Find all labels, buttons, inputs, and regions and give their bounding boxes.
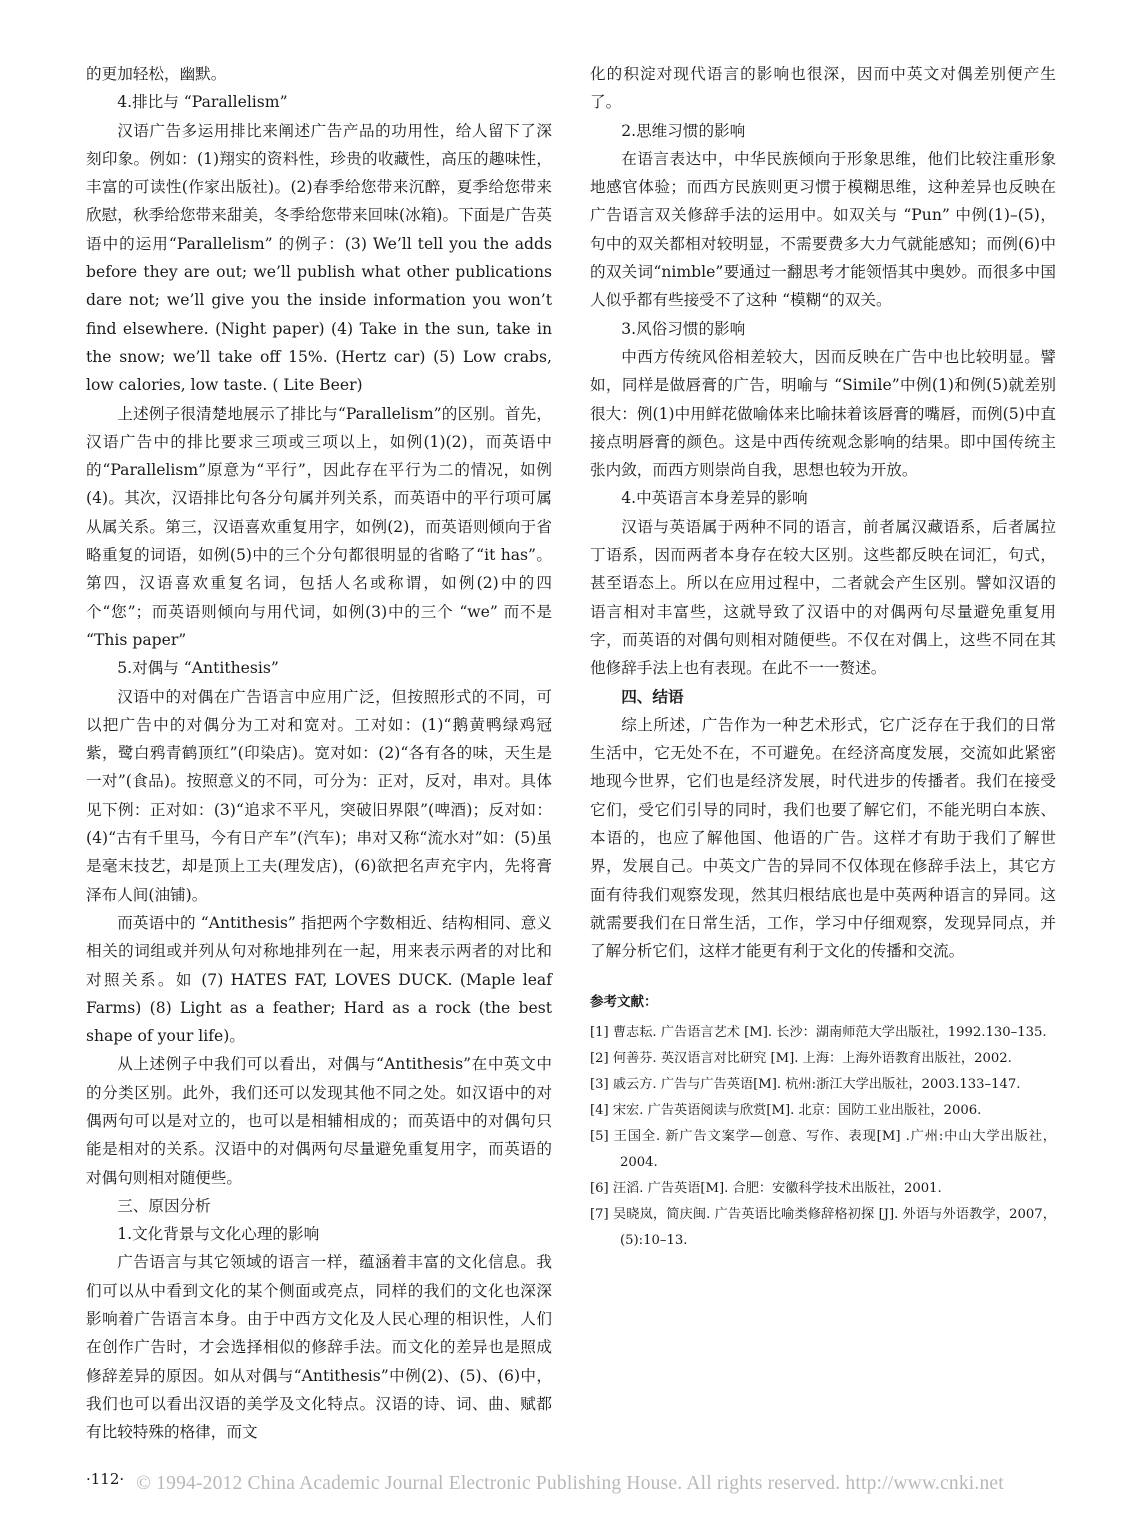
paragraph: 综上所述，广告作为一种艺术形式，它广泛存在于我们的日常生活中，它无处不在，不可避免。在经济高度发展，交流如此紧密地现今世界，它们也是经济发展，时代进步的传播者。我们在接受它们，受它们引导的同时，我们也要了解它们，不能光明白本族、本语的，也应了解他国、他语的广告。这样才有助于我们了解世界，发展自己。中英文广告的异同不仅体现在修辞手法上，其它方面有待我们观察发现，然其归根结底也是中英两种语言的异同。这就需要我们在日常生活，工作，学习中仔细观察，发现异同点，并了解分析它们，这样才能更有利于文化的传播和交流。 (590, 715, 1056, 961)
paragraph: 化的积淀对现代语言的影响也很深，因而中英文对偶差别便产生了。 (590, 65, 1056, 112)
section-heading: 4.中英语言本身差异的影响 (621, 489, 808, 508)
page-number: ·112· (86, 1470, 125, 1488)
reference-item: [4] 宋宏. 广告英语阅读与欣赏[M]. 北京：国防工业出版社，2006. (590, 1102, 982, 1118)
section-heading: 1.文化背景与文化心理的影响 (117, 1225, 320, 1244)
reference-item: [3] 戚云方. 广告与广告英语[M]. 杭州:浙江大学出版社，2003.133–147. (590, 1076, 1021, 1092)
section-heading: 4.排比与 “Parallelism” (117, 93, 288, 112)
paragraph: 从上述例子中我们可以看出，对偶与“Antithesis”在中英文中的分类区别。此外，我们还可以发现其他不同之处。如汉语中的对偶两句可以是对立的，也可以是相辅相成的；而英语中的对偶句只能是相对的关系。汉语中的对偶两句尽量避免重复用字，而英语的对偶句则相对随便些。 (86, 1055, 552, 1187)
right-column-body (590, 60, 1056, 966)
section-heading: 四、结语 (621, 686, 684, 706)
section-heading: 3.风俗习惯的影响 (621, 319, 746, 338)
reference-item: [6] 汪滔. 广告英语[M]. 合肥：安徽科学技术出版社，2001. (590, 1180, 942, 1196)
reference-item: [7] 吴晓岚，简庆闽. 广告英语比喻类修辞格初探 [J]. 外语与外语教学，2007，(5):10–13. (590, 1206, 1056, 1248)
paragraph: 广告语言与其它领域的语言一样，蕴涵着丰富的文化信息。我们可以从中看到文化的某个侧面或亮点，同样的我们的文化也深深影响着广告语言本身。由于中西方文化及人民心理的相识性，人们在创作广告时，才会选择相似的修辞手法。而文化的差异也是照成修辞差异的原因。如从对偶与“Antithesis”中例(2)、(5)、(6)中，我们也可以看出汉语的美学及文化特点。汉语的诗、词、曲、赋都有比较特殊的格律，而文 (86, 1253, 552, 1442)
right-column (590, 60, 1056, 1254)
left-column (86, 60, 552, 1447)
section-heading: 三、原因分析 (117, 1196, 211, 1215)
reference-item: [1] 曹志耘. 广告语言艺术 [M]. 长沙：湖南师范大学出版社，1992.130–135. (590, 1024, 1047, 1040)
paragraph: 中西方传统风俗相差较大，因而反映在广告中也比较明显。譬如，同样是做唇膏的广告，明喻与 “Simile”中例(1)和例(5)就差别很大：例(1)中用鲜花做喻体来比喻抹着该唇膏的嘴唇，而例(5)中直接点明唇膏的颜色。这是中西传统观念影响的结果。即中国传统主张内敛，而西方则崇尚自我，思想也较为开放。 (590, 347, 1056, 480)
paragraph: 汉语与英语属于两种不同的语言，前者属汉藏语系，后者属拉丁语系，因而两者本身存在较大区别。这些都反映在词汇，句式，甚至语态上。所以在应用过程中，二者就会产生区别。譬如汉语的语言相对丰富些，这就导致了汉语中的对偶两句尽量避免重复用字，而英语的对偶句则相对随便些。不仅在对偶上，这些不同在其他修辞手法上也有表现。在此不一一赘述。 (590, 517, 1056, 678)
copyright-watermark: © 1994-2012 China Academic Journal Electronic Publishing House. All rights reserved. http://www.cnki.net (136, 1473, 1004, 1494)
reference-item: [2] 何善芬. 英汉语言对比研究 [M]. 上海：上海外语教育出版社，2002. (590, 1050, 1012, 1066)
paragraph: 汉语中的对偶在广告语言中应用广泛，但按照形式的不同，可以把广告中的对偶分为工对和宽对。工对如：(1)“鹅黄鸭绿鸡冠紫，鹭白鸦青鹤顶红”(印染店)。宽对如：(2)“各有各的味，天生是一对”(食品)。按照意义的不同，可分为：正对，反对，串对。具体见下例：正对如：(3)“追求不平凡，突破旧界限”(啤酒)；反对如：(4)“古有千里马，今有日产车”(汽车)；串对又称“流水对”如：(5)虽是毫末技艺，却是顶上工夫(理发店)，(6)欲把名声充宇内，先将膏泽布人间(油铺)。 (86, 687, 552, 904)
section-heading: 2.思维习惯的影响 (621, 121, 746, 140)
references-title: 参考文献： (590, 993, 658, 1010)
reference-item: [5] 王国全. 新广告文案学—创意、写作、表现[M] .广州:中山大学出版社，2004. (590, 1128, 1056, 1170)
paragraph: 的更加轻松，幽默。 (86, 65, 227, 83)
section-heading: 5.对偶与 “Antithesis” (117, 659, 279, 678)
paragraph: 在语言表达中，中华民族倾向于形象思维，他们比较注重形象地感官体验；而西方民族则更习惯于模糊思维，这种差异也反映在广告语言双关修辞手法的运用中。如双关与 “Pun” 中例(1)–(5)，句中的双关都相对较明显，不需要费多大力气就能感知；而例(6)中的双关词“nimble”要通过一翻思考才能领悟其中奥妙。而很多中国人似乎都有些接受不了这种 “模糊“的双关。 (590, 149, 1056, 310)
references-list (590, 1020, 1056, 1254)
paragraph: 上述例子很清楚地展示了排比与“Parallelism”的区别。首先，汉语广告中的排比要求三项或三项以上，如例(1)(2)，而英语中的“Parallelism”原意为“平行”，因此存在平行为二的情况，如例(4)。其次，汉语排比句各分句属并列关系，而英语中的平行项可属从属关系。第三，汉语喜欢重复用字，如例(2)，而英语则倾向于省略重复的词语，如例(5)中的三个分句都很明显的省略了“it has”。第四，汉语喜欢重复名词，包括人名或称谓，如例(2)中的四个“您”；而英语则倾向与用代词，如例(3)中的三个 “we” 而不是 “This paper” (86, 404, 552, 649)
paragraph: 汉语广告多运用排比来阐述广告产品的功用性，给人留下了深刻印象。例如：(1)翔实的资料性，珍贵的收藏性，高压的趣味性，丰富的可读性(作家出版社)。(2)春季给您带来沉醉，夏季给您带来欣慰，秋季给您带来甜美，冬季给您带来回味(冰箱)。下面是广告英语中的运用“Parallelism” 的例子：(3) We’ll tell you the adds before they are out; we’ll publish what other publications dare not; we’ll give you the inside information you won’t find elsewhere. (Night paper) (4) Take in the sun, take in the snow; we’ll take off 15%. (Hertz car) (5) Low crabs, low calories, low taste. ( Lite Beer) (86, 121, 552, 395)
paragraph: 而英语中的 “Antithesis” 指把两个字数相近、结构相同、意义相关的词组或并列从句对称地排列在一起，用来表示两者的对比和对照关系。如 (7) HATES FAT, LOVES DUCK. (Maple leaf Farms) (8) Light as a feather; Hard as a rock (the best shape of your life)。 (86, 913, 552, 1046)
